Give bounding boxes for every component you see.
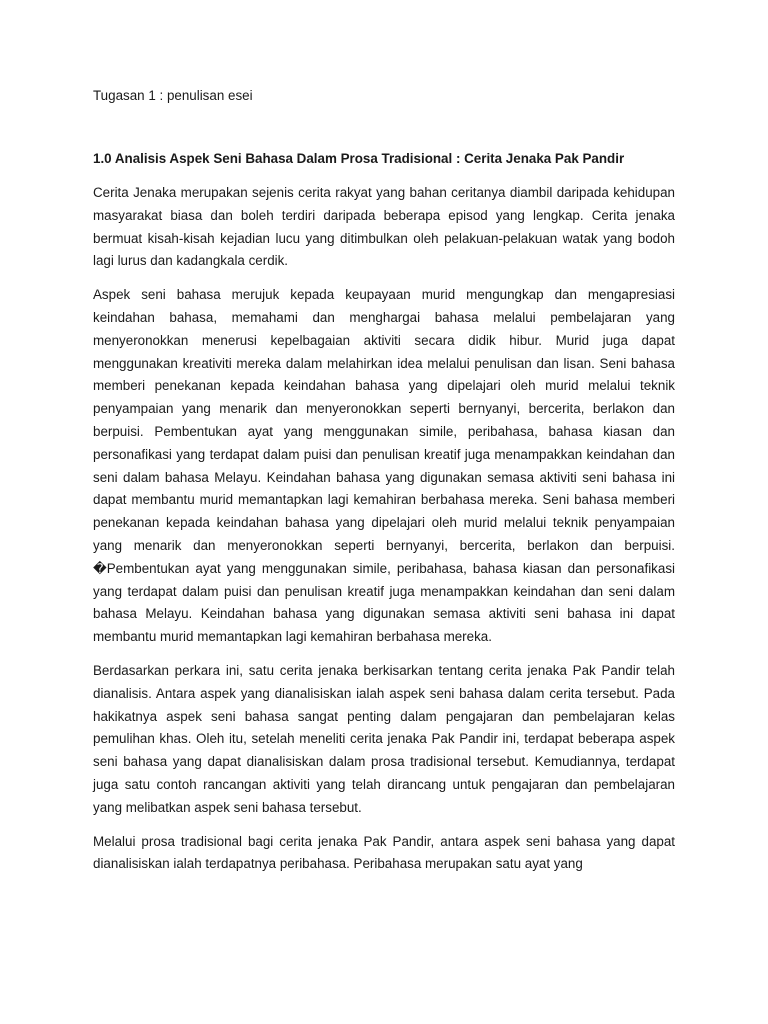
section-heading: 1.0 Analisis Aspek Seni Bahasa Dalam Prosa Tradisional : Cerita Jenaka Pak Pandir: [93, 151, 625, 166]
assignment-label: Tugasan 1 : penulisan esei: [93, 88, 253, 103]
paragraph-1: Cerita Jenaka merupakan sejenis cerita rakyat yang bahan ceritanya diambil daripada kehidupan masyarakat biasa dan boleh terdiri daripada beberapa episod yang lengkap. Cerita jenaka bermuat kisah-kisah kejadian lucu yang ditimbulkan oleh pelakuan-pelakuan watak yang bodoh lagi lurus dan kadangkala cerdik.: [93, 185, 675, 269]
paragraph-4: Melalui prosa tradisional bagi cerita jenaka Pak Pandir, antara aspek seni bahasa yang dapat dianalisiskan ialah terdapatnya peribahasa. Peribahasa merupakan satu ayat yang: [93, 833, 675, 872]
paragraph-2: Aspek seni bahasa merujuk kepada keupayaan murid mengungkap dan mengapresiasi keindahan bahasa, memahami dan menghargai bahasa melalui pembelajaran yang menyeronokkan menerusi kepelbagaian aktiviti secara didik hibur. Murid juga dapat menggunakan kreativiti mereka dalam melahirkan idea melalui penulisan dan lisan. Seni bahasa memberi penekanan kepada keindahan bahasa yang dipelajari oleh murid melalui teknik penyampaian yang menarik dan menyeronokkan seperti bernyanyi, bercerita, berlakon dan berpuisi. Pembentukan ayat yang menggunakan simile, peribahasa, bahasa kiasan dan personafikasi yang terdapat dalam puisi dan penulisan kreatif juga menampakkan keindahan dan seni dalam bahasa Melayu. Keindahan bahasa yang digunakan semasa aktiviti seni bahasa ini dapat membantu murid memantapkan lagi kemahiran berbahasa mereka. Seni bahasa memberi penekanan kepada keindahan bahasa yang dipelajari oleh murid melalui teknik penyampaian yang menarik dan menyeronokkan seperti bernyanyi, bercerita, berlakon dan berpuisi. �Pembentukan ayat yang menggunakan simile, peribahasa, bahasa kiasan dan personafikasi yang terdapat dalam puisi dan penulisan kreatif juga menampakkan keindahan dan seni dalam bahasa Melayu. Keindahan bahasa yang digunakan semasa aktiviti seni bahasa ini dapat membantu murid memantapkan lagi kemahiran berbahasa mereka.: [93, 287, 675, 645]
document-page: [93, 84, 675, 876]
paragraph-3: Berdasarkan perkara ini, satu cerita jenaka berkisarkan tentang cerita jenaka Pak Pandir telah dianalisis. Antara aspek yang dianalisiskan ialah aspek seni bahasa dalam cerita tersebut. Pada hakikatnya aspek seni bahasa sangat penting dalam pengajaran dan pembelajaran kelas pemulihan khas. Oleh itu, setelah meneliti cerita jenaka Pak Pandir ini, terdapat beberapa aspek seni bahasa yang dapat dianalisiskan dalam prosa tradisional tersebut. Kemudiannya, terdapat juga satu contoh rancangan aktiviti yang telah dirancang untuk pengajaran dan pembelajaran yang melibatkan aspek seni bahasa tersebut.: [93, 662, 675, 815]
